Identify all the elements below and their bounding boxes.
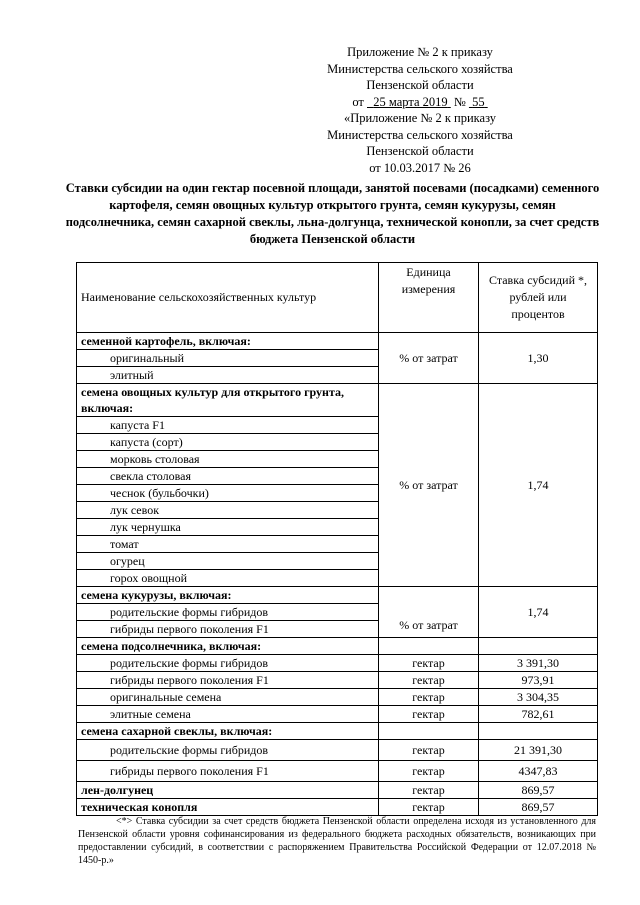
crop-name: свекла столовая [77, 468, 379, 485]
crop-name: элитный [77, 367, 379, 384]
rate-cell: 973,91 [479, 672, 598, 689]
crop-name: горох овощной [77, 570, 379, 587]
crop-name: лен-долгунец [77, 782, 379, 799]
crop-name: томат [77, 536, 379, 553]
order-date-line [300, 94, 540, 111]
rate-cell: 3 304,35 [479, 689, 598, 706]
table-row [77, 655, 598, 672]
subsidy-table [76, 262, 598, 816]
unit-cell: % от затрат [379, 587, 479, 638]
column-header-rate: Ставка субсидий *, рублей или процентов [479, 263, 598, 333]
unit-cell: % от затрат [379, 384, 479, 587]
header-line: Министерства сельского хозяйства [327, 127, 513, 142]
crop-name: чеснок (бульбочки) [77, 485, 379, 502]
table-row [77, 587, 598, 604]
crop-name: лук севок [77, 502, 379, 519]
crop-name: огурец [77, 553, 379, 570]
unit-cell: гектар [379, 740, 479, 761]
crop-name: морковь столовая [77, 451, 379, 468]
order-number-value: 55 [472, 94, 485, 109]
empty-cell [479, 723, 598, 740]
empty-cell [379, 638, 479, 655]
table-row [77, 672, 598, 689]
table-header-row [77, 263, 598, 333]
crop-name: родительские формы гибридов [77, 740, 379, 761]
order-date [367, 95, 451, 109]
column-header-crop: Наименование сельскохозяйственных культур [77, 263, 379, 333]
unit-cell: гектар [379, 706, 479, 723]
rate-cell: 21 391,30 [479, 740, 598, 761]
crop-name: оригинальный [77, 350, 379, 367]
table-row [77, 333, 598, 350]
rate-cell: 3 391,30 [479, 655, 598, 672]
unit-cell: % от затрат [379, 333, 479, 384]
group-name: семена кукурузы, включая: [77, 587, 379, 604]
crop-name: лук чернушка [77, 519, 379, 536]
order-prefix: от [352, 94, 364, 109]
rate-cell: 869,57 [479, 799, 598, 816]
group-name: семена подсолнечника, включая: [77, 638, 379, 655]
header-line: Пензенской области [366, 78, 474, 92]
table-row [77, 799, 598, 816]
table-row [77, 638, 598, 655]
table-row [77, 782, 598, 799]
empty-cell [379, 723, 479, 740]
unit-cell: гектар [379, 689, 479, 706]
crop-name: элитные семена [77, 706, 379, 723]
table-row [77, 689, 598, 706]
table-row [77, 761, 598, 782]
header-line: Приложение № 2 к приказу [347, 45, 493, 59]
rate-cell: 4347,83 [479, 761, 598, 782]
crop-name: гибриды первого поколения F1 [77, 761, 379, 782]
unit-cell: гектар [379, 782, 479, 799]
footnote-text: <*> Ставка субсидии за счет средств бюджета Пензенской области определена исходя из установленного для Пензенской области уровня софинансирования из федерального бюджета расходных обязательств, возникающих при предоставлении субсидий, в соответствии с распоряжением Правительства Российской Федерации от 12.07.2018 № 1450-р.» [78, 816, 596, 866]
column-header-unit: Единица измерения [379, 263, 479, 333]
group-name: семенной картофель, включая: [77, 333, 379, 350]
header-line: Пензенской области [366, 144, 474, 158]
empty-cell [479, 638, 598, 655]
rate-cell: 1,74 [479, 384, 598, 587]
header-line: Министерства сельского хозяйства [327, 61, 513, 76]
unit-cell: гектар [379, 672, 479, 689]
order-header [300, 44, 540, 176]
table-row [77, 723, 598, 740]
table-row [77, 740, 598, 761]
header-line: от 10.03.2017 № 26 [369, 160, 471, 175]
order-no-label: № [453, 94, 466, 109]
order-date-value: 25 марта 2019 [373, 94, 448, 109]
rate-cell: 869,57 [479, 782, 598, 799]
group-name: семена сахарной свеклы, включая: [77, 723, 379, 740]
group-name: семена овощных культур для открытого грунта, включая: [77, 384, 379, 417]
table-row [77, 384, 598, 417]
unit-cell: гектар [379, 799, 479, 816]
crop-name: капуста (сорт) [77, 434, 379, 451]
crop-name: оригинальные семена [77, 689, 379, 706]
crop-name: капуста F1 [77, 417, 379, 434]
table-row [77, 706, 598, 723]
crop-name: гибриды первого поколения F1 [77, 621, 379, 638]
document-title: Ставки субсидии на один гектар посевной площади, занятой посевами (посадками) семенного картофеля, семян овощных культур открытого грунта, семян кукурузы, семян подсолнечника, семян сахарной свеклы, льна-долгунца, технической конопли, за счет средств бюджета Пензенской области [65, 181, 600, 246]
rate-cell: 1,30 [479, 333, 598, 384]
unit-cell: гектар [379, 655, 479, 672]
rate-cell: 1,74 [479, 587, 598, 638]
crop-name: родительские формы гибридов [77, 604, 379, 621]
crop-name: техническая конопля [77, 799, 379, 816]
rate-cell: 782,61 [479, 706, 598, 723]
crop-name: родительские формы гибридов [77, 655, 379, 672]
unit-cell: гектар [379, 761, 479, 782]
footnote [78, 815, 596, 867]
header-line: «Приложение № 2 к приказу [343, 111, 497, 125]
crop-name: гибриды первого поколения F1 [77, 672, 379, 689]
order-number [469, 95, 488, 109]
